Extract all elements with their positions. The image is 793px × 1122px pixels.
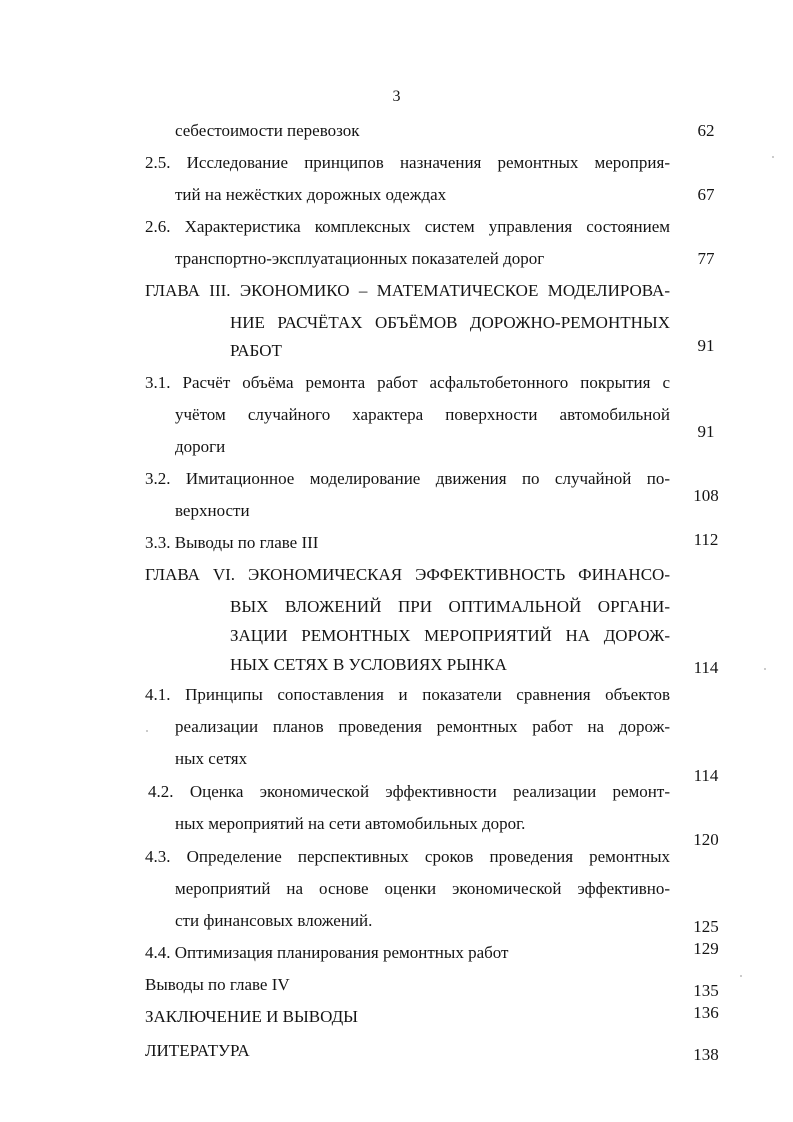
toc-page-number: 114 (693, 658, 719, 677)
toc-line: ЗАКЛЮЧЕНИЕ И ВЫВОДЫ (145, 1007, 358, 1026)
chapter-heading: ВЫХ ВЛОЖЕНИЙ ПРИ ОПТИМАЛЬНОЙ ОРГАНИ- (230, 597, 670, 616)
toc-line: 3.2. Имитационное моделирование движения по случайной по- (145, 469, 670, 488)
toc-line: 4.1. Принципы сопоставления и показатели сравнения объектов (145, 685, 670, 704)
toc-line: ных сетях (175, 749, 248, 768)
toc-line: себестоимости перевозок (175, 121, 360, 140)
toc-page-number: 135 (693, 981, 719, 1000)
toc-page-number: 67 (697, 185, 715, 204)
toc-page-number: 77 (697, 249, 715, 268)
toc-line: 4.4. Оптимизация планирования ремонтных работ (145, 943, 509, 962)
toc-line: тий на нежёстких дорожных одеждах (175, 185, 447, 204)
chapter-heading: ГЛАВА III. ЭКОНОМИКО – МАТЕМАТИЧЕСКОЕ МОДЕЛИРОВА- (145, 281, 670, 300)
toc-line: дороги (175, 437, 226, 456)
chapter-heading: ЗАЦИИ РЕМОНТНЫХ МЕРОПРИЯТИЙ НА ДОРОЖ- (230, 626, 670, 645)
toc-line: 3.3. Выводы по главе III (145, 533, 319, 552)
toc-line: учётом случайного характера поверхности автомобильной (175, 405, 670, 424)
toc-line: ных мероприятий на сети автомобильных дорог. (175, 814, 526, 833)
toc-line: Выводы по главе IV (145, 975, 290, 994)
toc-page-number: 138 (693, 1045, 719, 1064)
chapter-heading: НЫХ СЕТЯХ В УСЛОВИЯХ РЫНКА (230, 655, 507, 674)
toc-line: реализации планов проведения ремонтных работ на дорож- (175, 717, 670, 736)
toc-line: 4.3. Определение перспективных сроков проведения ремонтных (145, 847, 670, 866)
toc-line: 3.1. Расчёт объёма ремонта работ асфальтобетонного покрытия с (145, 373, 670, 392)
scan-speck (764, 668, 766, 670)
toc-line: 2.6. Характеристика комплексных систем управления состоянием (145, 217, 670, 236)
toc-page-number: 125 (693, 917, 719, 936)
chapter-heading: РАБОТ (230, 341, 282, 360)
toc-page-number: 136 (693, 1003, 719, 1022)
toc-line: 4.2. Оценка экономической эффективности реализации ремонт- (148, 782, 670, 801)
toc-page-number: 108 (693, 486, 719, 505)
toc-line: ЛИТЕРАТУРА (145, 1041, 250, 1060)
toc-line: верхности (175, 501, 250, 520)
scan-speck (772, 156, 774, 158)
chapter-heading: НИЕ РАСЧЁТАХ ОБЪЁМОВ ДОРОЖНО-РЕМОНТНЫХ (230, 313, 670, 332)
page-number: 3 (392, 88, 401, 105)
toc-page-number: 62 (697, 121, 715, 140)
toc-line: 2.5. Исследование принципов назначения ремонтных мероприя- (145, 153, 670, 172)
toc-page-number: 120 (693, 830, 719, 849)
toc-line: транспортно-эксплуатационных показателей дорог (175, 249, 545, 268)
toc-page-number: 91 (697, 422, 715, 441)
toc-page-number: 129 (693, 939, 719, 958)
toc-page-number: 114 (693, 766, 719, 785)
scan-speck (740, 975, 742, 977)
toc-page-number: 112 (693, 530, 719, 549)
toc-line: сти финансовых вложений. (175, 911, 373, 930)
chapter-heading: ГЛАВА VI. ЭКОНОМИЧЕСКАЯ ЭФФЕКТИВНОСТЬ ФИНАНСО- (145, 565, 670, 584)
toc-line: мероприятий на основе оценки экономической эффективно- (175, 879, 670, 898)
toc-page-number: 91 (697, 336, 715, 355)
scan-speck (146, 730, 148, 732)
